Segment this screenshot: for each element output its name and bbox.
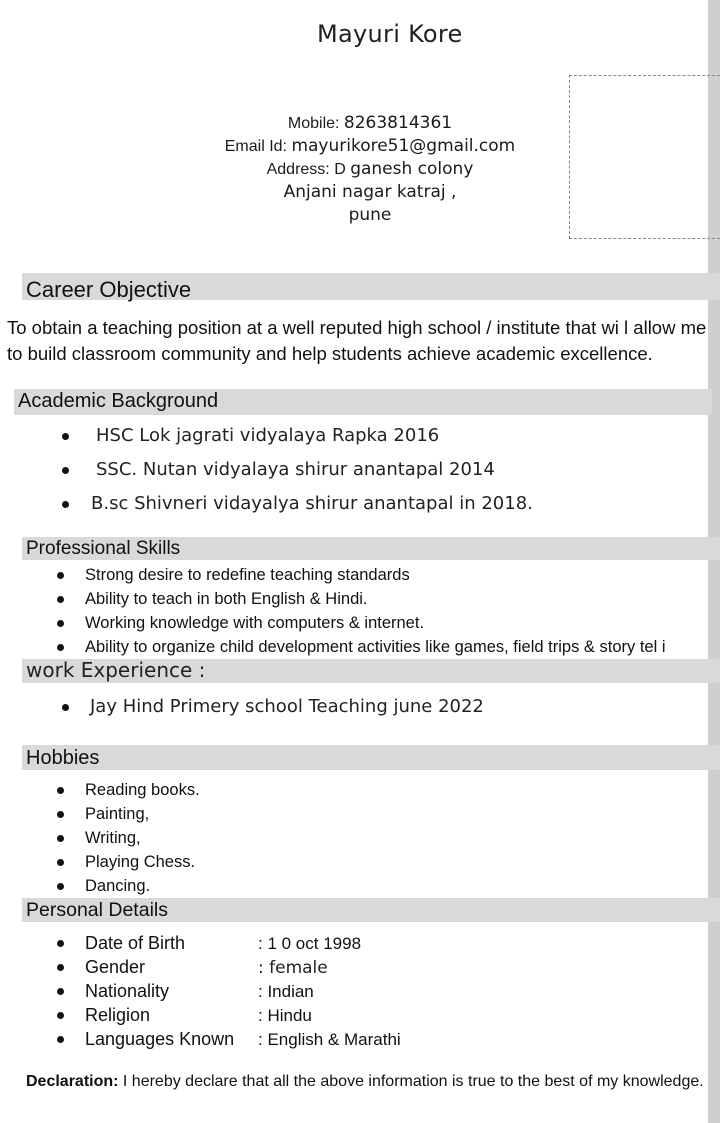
experience-list bbox=[62, 695, 484, 719]
email-line bbox=[190, 135, 550, 158]
hobbies-heading: Hobbies bbox=[22, 745, 720, 770]
address-line-1 bbox=[190, 158, 550, 181]
address-line-3: pune bbox=[348, 205, 392, 225]
skill-item: Working knowledge with computers & internet. bbox=[57, 611, 666, 635]
personal-row-dob bbox=[57, 931, 401, 955]
declaration-label: Declaration: bbox=[26, 1073, 119, 1090]
declaration-text: I hereby declare that all the above information is true to the best of my knowledge. bbox=[118, 1073, 704, 1090]
academic-list bbox=[62, 424, 533, 516]
academic-heading: Academic Background bbox=[14, 389, 712, 415]
personal-row-gender bbox=[57, 955, 401, 979]
academic-item: B.sc Shivneri vidayalya shirur anantapal in 2018. bbox=[62, 492, 533, 516]
experience-item: Jay Hind Primery school Teaching june 2022 bbox=[62, 695, 484, 719]
email-value: mayurikore51@gmail.com bbox=[291, 136, 516, 156]
skills-list bbox=[57, 563, 666, 659]
dob-label: Date of Birth bbox=[85, 933, 186, 953]
experience-heading: work Experience : bbox=[22, 659, 720, 683]
address-line-2: Anjani nagar katraj , bbox=[283, 182, 457, 202]
mobile-label: Mobile: bbox=[287, 115, 340, 132]
hobbies-list bbox=[57, 778, 200, 898]
career-objective-heading: Career Objective bbox=[22, 273, 720, 300]
mobile-value: 8263814361 bbox=[343, 113, 453, 133]
gender-label: Gender bbox=[85, 957, 146, 977]
nationality-label: Nationality bbox=[85, 981, 170, 1001]
skill-item: Ability to teach in both English & Hindi. bbox=[57, 587, 666, 611]
academic-item: HSC Lok jagrati vidyalaya Rapka 2016 bbox=[62, 424, 533, 448]
dob-value: : 1 0 oct 1998 bbox=[258, 934, 362, 953]
skill-item: Strong desire to redefine teaching standards bbox=[57, 563, 666, 587]
skill-item: Ability to organize child development activities like games, field trips & story tel i bbox=[57, 635, 666, 659]
mobile-line bbox=[190, 112, 550, 135]
nationality-value: : Indian bbox=[258, 982, 314, 1001]
address-label: Address: D bbox=[266, 161, 346, 178]
hobby-item: Reading books. bbox=[57, 778, 200, 802]
personal-row-nationality bbox=[57, 979, 401, 1003]
candidate-name: Mayuri Kore bbox=[317, 20, 463, 48]
contact-block bbox=[190, 112, 550, 227]
photo-placeholder bbox=[569, 75, 720, 239]
hobby-item: Dancing. bbox=[57, 874, 200, 898]
languages-label: Languages Known bbox=[85, 1029, 235, 1049]
address-value-1: ganesh colony bbox=[350, 159, 474, 179]
hobby-item: Playing Chess. bbox=[57, 850, 200, 874]
gender-value: : female bbox=[258, 958, 328, 978]
skills-heading: Professional Skills bbox=[22, 537, 720, 560]
languages-value: : English & Marathi bbox=[258, 1030, 401, 1049]
declaration bbox=[26, 1070, 711, 1093]
personal-heading: Personal Details bbox=[22, 898, 720, 922]
career-objective-text: To obtain a teaching position at a well reputed high school / institute that wi l allow me to build classroom community and help students achieve academic excellence. bbox=[7, 317, 707, 364]
hobby-item: Painting, bbox=[57, 802, 200, 826]
religion-label: Religion bbox=[85, 1005, 151, 1025]
academic-item: SSC. Nutan vidyalaya shirur anantapal 2014 bbox=[62, 458, 533, 482]
personal-row-religion bbox=[57, 1003, 401, 1027]
email-label: Email Id: bbox=[224, 138, 287, 155]
personal-row-languages bbox=[57, 1027, 401, 1051]
hobby-item: Writing, bbox=[57, 826, 200, 850]
personal-details-list bbox=[57, 931, 401, 1051]
religion-value: : Hindu bbox=[258, 1006, 312, 1025]
